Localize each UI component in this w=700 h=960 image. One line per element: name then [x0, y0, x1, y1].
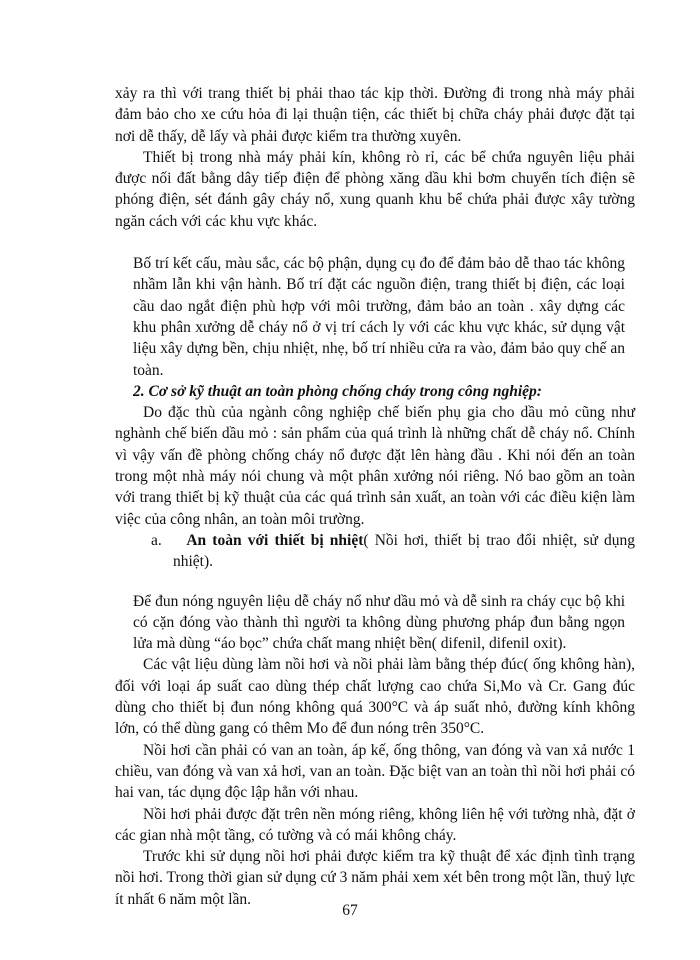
- paragraph-6: Các vật liệu dùng làm nồi hơi và nồi phải làm bằng thép đúc( ống không hàn), đối với loại áp suất cao dùng thép chất lượng cao chứa Si,Mo và Cr. Gang đúc dùng cho thiết bị đun nóng không quá 300°C và áp suất nhỏ, đường kính không lớn, có thể dùng gang có thêm Mo để đun nóng trên 350°C.: [115, 656, 635, 738]
- paragraph-5: Để đun nóng nguyên liệu dễ cháy nổ như dầu mỏ và dễ sinh ra cháy cục bộ khi có cặn đóng vào thành thì người ta không dùng phương pháp đun bằng ngọn lửa mà dùng “áo bọc” chứa chất mang nhiệt bền( difenil, difenil oxit).: [133, 592, 625, 653]
- page-number: 67: [342, 902, 358, 919]
- paragraph-2: Thiết bị trong nhà máy phải kín, không rò rỉ, các bể chứa nguyên liệu phải được nối đất bằng dây tiếp điện để phòng xăng dầu khi bơm chuyển tích điện sẽ phóng điện, sét đánh gây cháy nổ, xung quanh khu bể chứa phải được xây tường ngăn cách với các khu vực khác.: [115, 148, 635, 230]
- paragraph-1: xảy ra thì với trang thiết bị phải thao tác kịp thời. Đường đi trong nhà máy phải đảm bảo cho xe cứu hỏa đi lại thuận tiện, các thiết bị chữa cháy phải được đặt tại nơi dễ thấy, dễ lấy và phải được kiểm tra thường xuyên.: [115, 85, 635, 145]
- body-text: [115, 83, 635, 910]
- subsection-a-label: a.: [151, 531, 162, 549]
- subsection-a-title: An toàn với thiết bị nhiệt: [186, 531, 364, 549]
- paragraph-8: Nồi hơi phải được đặt trên nền móng riêng, không liên hệ với tường nhà, đặt ở các gian nhà một tầng, có tường và có mái không cháy.: [115, 805, 635, 844]
- paragraph-9: Trước khi sử dụng nồi hơi phải được kiểm tra kỹ thuật để xác định tình trạng nồi hơi. Trong thời gian sử dụng cứ 3 năm phải xem xét bên trong một lần, thuỷ lực ít nhất 6 năm một lần.: [115, 848, 635, 908]
- subsection-a: [151, 530, 635, 573]
- subsection-a-rest: ( Nồi hơi, thiết bị trao đổi nhiệt, sử dụng nhiệt).: [173, 531, 635, 571]
- paragraph-3: Bố trí kết cấu, màu sắc, các bộ phận, dụng cụ đo để đảm bảo dễ thao tác không nhầm lẫn khi vận hành. Bố trí đặt các nguồn điện, trang thiết bị điện, các loại cầu dao ngắt điện phù hợp với môi trường, đảm bảo an toàn . xây dựng các khu phân xưởng dễ cháy nổ ở vị trí cách ly với các khu vực khác, sử dụng vật liệu xây dựng bền, chịu nhiệt, nhẹ, bố trí nhiều cửa ra vào, đảm bảo quy chế an toàn.: [133, 255, 625, 379]
- paragraph-7: Nồi hơi cần phải có van an toàn, áp kế, ống thông, van đóng và van xả nước 1 chiều, van đóng và van xả hơi, van an toàn. Đặc biệt van an toàn thì nồi hơi phải có hai van, tác dụng độc lập hẳn với nhau.: [115, 741, 635, 802]
- section-heading-2: 2. Cơ sở kỹ thuật an toàn phòng chống cháy trong công nghiệp:: [133, 382, 542, 400]
- paragraph-4: Do đặc thù của ngành công nghiệp chế biến phụ gia cho dầu mỏ cũng như nghành chế biến dầu mỏ : sản phẩm của quá trình là những chất dễ cháy nổ. Chính vì vậy vấn đề phòng chống cháy nổ được đặt lên hàng đầu . Khi nói đến an toàn trong một nhà máy nói chung và một phân xưởng nói riêng. Nó bao gồm an toàn với trang thiết bị kỹ thuật của các quá trình sản xuất, an toàn với các điều kiện làm việc của công nhân, an toàn môi trường.: [115, 404, 635, 528]
